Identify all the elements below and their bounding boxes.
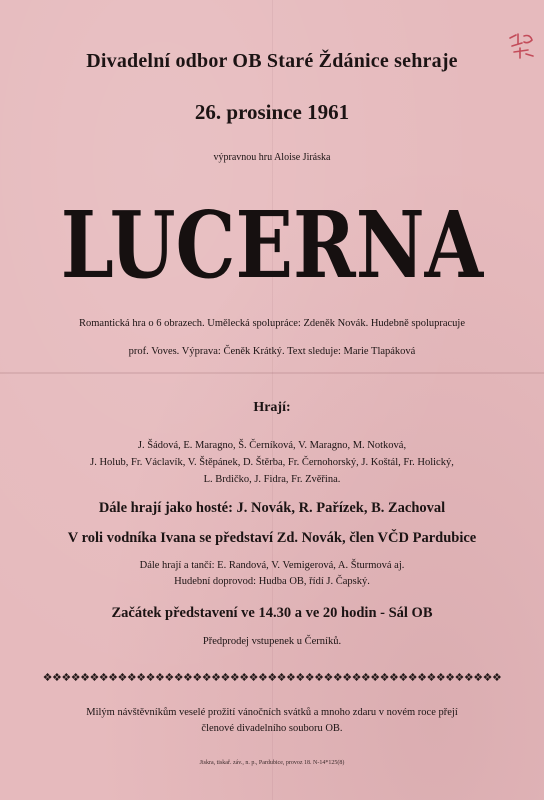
performance-date: 26. prosince 1961 bbox=[194, 100, 350, 124]
intro-text: výpravnou hru Aloise Jiráska bbox=[213, 152, 331, 163]
cast-heading: Hrají: bbox=[253, 400, 291, 415]
cast-line-3: L. Brdičko, J. Fidra, Fr. Zvěřina. bbox=[203, 474, 341, 485]
cast-line-1: J. Šádová, E. Maragno, Š. Černíková, V. Maragno, M. Notková, bbox=[137, 440, 407, 451]
cast-line-2: J. Holub, Fr. Václavík, V. Štěpánek, D. Štěrba, Fr. Černohorský, J. Koštál, Fr. Holický, bbox=[90, 457, 454, 468]
ornamental-divider: ❖❖❖❖❖❖❖❖❖❖❖❖❖❖❖❖❖❖❖❖❖❖❖❖❖❖❖❖❖❖❖❖❖❖❖❖❖❖❖❖❖❖❖❖❖❖❖❖❖ bbox=[42, 672, 502, 684]
greeting-line-1: Milým návštěvníkům veselé prožití vánočních svátků a mnoho zdaru v novém roce přejí bbox=[86, 707, 458, 718]
start-time: Začátek představení ve 14.30 a ve 20 hodin - Sál OB bbox=[111, 605, 433, 621]
printer-imprint: Jiskra, tiskař. záv., n. p., Pardubice, provoz 18. N-14*125(8) bbox=[199, 760, 345, 766]
play-title: LUCERNA bbox=[60, 191, 484, 299]
description-line-2: prof. Voves. Výprava: Čeněk Krátký. Text sleduje: Marie Tlapáková bbox=[128, 346, 416, 357]
guest-performers: Dále hrají jako hosté: J. Novák, R. Pařízek, B. Zachoval bbox=[98, 500, 446, 516]
featured-role: V roli vodníka Ivana se představí Zd. Novák, člen VČD Pardubice bbox=[67, 530, 477, 546]
ticket-presale: Předprodej vstupenek u Černíků. bbox=[202, 636, 342, 647]
organizer-heading: Divadelní odbor OB Staré Ždánice sehraje bbox=[86, 50, 458, 72]
music-accompaniment: Hudební doprovod: Hudba OB, řídí J. Čapský. bbox=[174, 576, 370, 587]
dancers-line: Dále hrají a tančí: E. Randová, V. Vemigerová, A. Šturmová aj. bbox=[139, 560, 405, 571]
greeting-line-2: členové divadelního souboru OB. bbox=[201, 723, 343, 734]
description-line-1: Romantická hra o 6 obrazech. Umělecká spolupráce: Zdeněk Novák. Hudebně spolupracuje bbox=[78, 318, 466, 329]
